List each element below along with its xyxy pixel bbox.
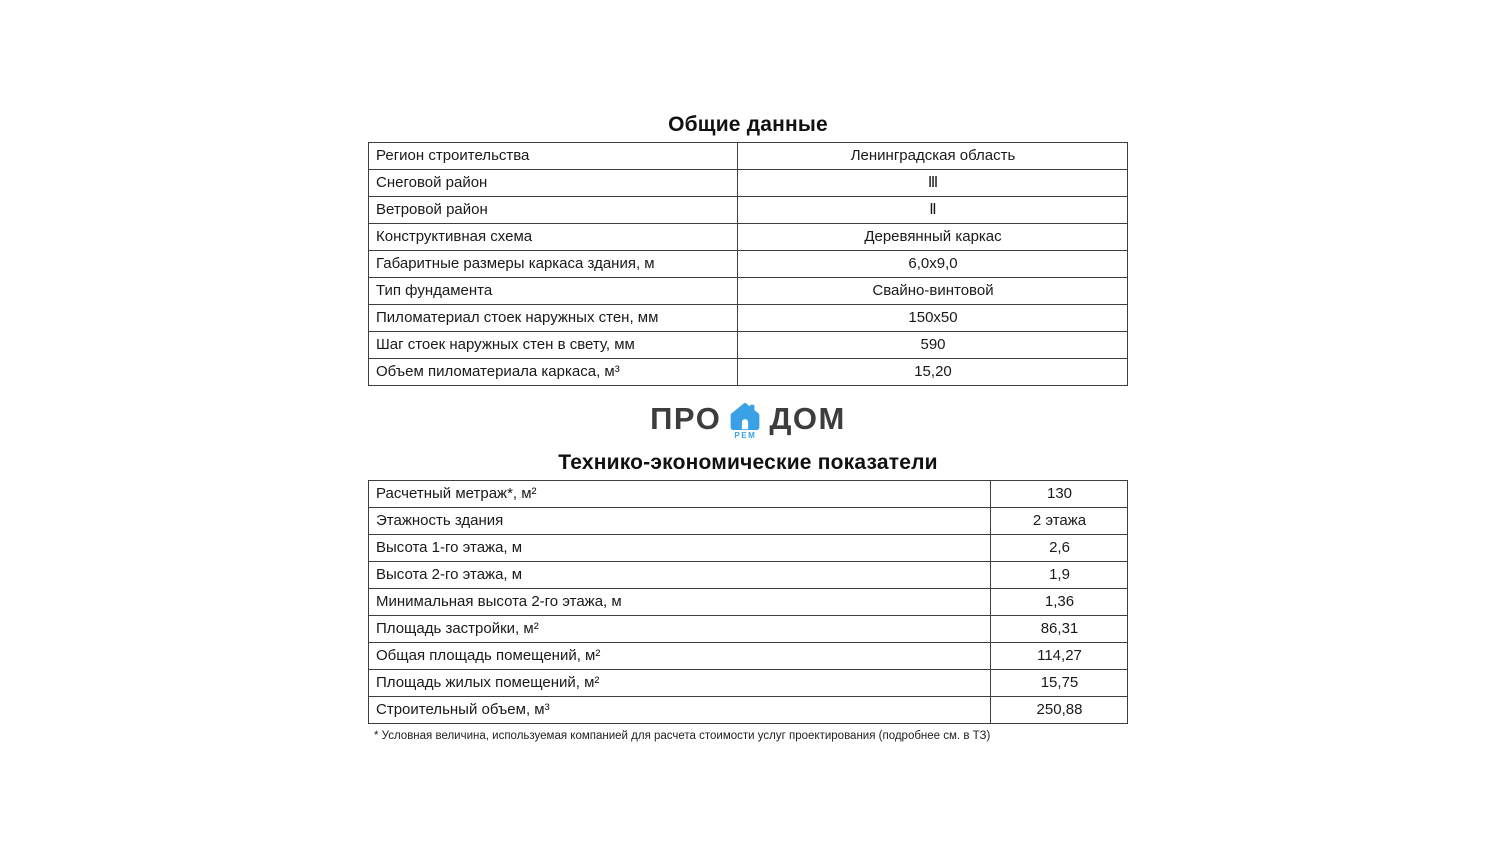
row-label: Пиломатериал стоек наружных стен, мм: [369, 305, 738, 332]
row-label: Снеговой район: [369, 170, 738, 197]
row-value: 86,31: [991, 616, 1128, 643]
row-value: 130: [991, 481, 1128, 508]
row-label: Регион строительства: [369, 143, 738, 170]
row-value: 590: [738, 332, 1128, 359]
row-label: Ветровой район: [369, 197, 738, 224]
row-value: 150x50: [738, 305, 1128, 332]
row-value: 114,27: [991, 643, 1128, 670]
table-row: [369, 508, 1128, 535]
logo-text-dom: ДОМ: [769, 401, 846, 436]
table-row: [369, 278, 1128, 305]
tech-indicators-title: Технико-экономические показатели: [558, 451, 938, 474]
general-data-title: Общие данные: [668, 113, 828, 136]
table-row: [369, 562, 1128, 589]
table-row: [369, 143, 1128, 170]
row-value: 15,20: [738, 359, 1128, 386]
row-label: Площадь жилых помещений, м²: [369, 670, 991, 697]
row-label: Общая площадь помещений, м²: [369, 643, 991, 670]
row-label: Шаг стоек наружных стен в свету, мм: [369, 332, 738, 359]
row-value: 2 этажа: [991, 508, 1128, 535]
row-label: Габаритные размеры каркаса здания, м: [369, 251, 738, 278]
table-row: [369, 643, 1128, 670]
row-label: Расчетный метраж*, м²: [369, 481, 991, 508]
row-value: Деревянный каркас: [738, 224, 1128, 251]
table-row: [369, 697, 1128, 724]
table-row: [369, 535, 1128, 562]
row-label: Строительный объем, м³: [369, 697, 991, 724]
table-row: [369, 670, 1128, 697]
row-label: Высота 2-го этажа, м: [369, 562, 991, 589]
logo: [368, 395, 1128, 443]
row-label: Высота 1-го этажа, м: [369, 535, 991, 562]
row-value: Ⅲ: [738, 170, 1128, 197]
row-value: 250,88: [991, 697, 1128, 724]
table-row: [369, 224, 1128, 251]
tech-indicators-table: [368, 480, 1128, 724]
row-value: 2,6: [991, 535, 1128, 562]
table-row: [369, 481, 1128, 508]
row-value: Ленинградская область: [738, 143, 1128, 170]
logo-icon-label: РЕМ: [734, 431, 757, 440]
row-value: Свайно-винтовой: [738, 278, 1128, 305]
house-icon: [730, 402, 760, 440]
table-row: [369, 170, 1128, 197]
row-value: 15,75: [991, 670, 1128, 697]
logo-text-pro: ПРО: [650, 401, 722, 436]
row-label: Тип фундамента: [369, 278, 738, 305]
footnote: * Условная величина, используемая компанией для расчета стоимости услуг проектирования (подробнее см. в ТЗ): [374, 730, 991, 742]
document-page: [368, 0, 1128, 743]
table-row: [369, 359, 1128, 386]
table-row: [369, 197, 1128, 224]
row-label: Объем пиломатериала каркаса, м³: [369, 359, 738, 386]
row-value: Ⅱ: [738, 197, 1128, 224]
general-data-table: [368, 142, 1128, 386]
table-row: [369, 305, 1128, 332]
table-row: [369, 251, 1128, 278]
table-row: [369, 332, 1128, 359]
table-row: [369, 589, 1128, 616]
row-value: 1,36: [991, 589, 1128, 616]
table-row: [369, 616, 1128, 643]
row-label: Этажность здания: [369, 508, 991, 535]
row-label: Конструктивная схема: [369, 224, 738, 251]
row-value: 1,9: [991, 562, 1128, 589]
row-value: 6,0x9,0: [738, 251, 1128, 278]
row-label: Площадь застройки, м²: [369, 616, 991, 643]
row-label: Минимальная высота 2-го этажа, м: [369, 589, 991, 616]
